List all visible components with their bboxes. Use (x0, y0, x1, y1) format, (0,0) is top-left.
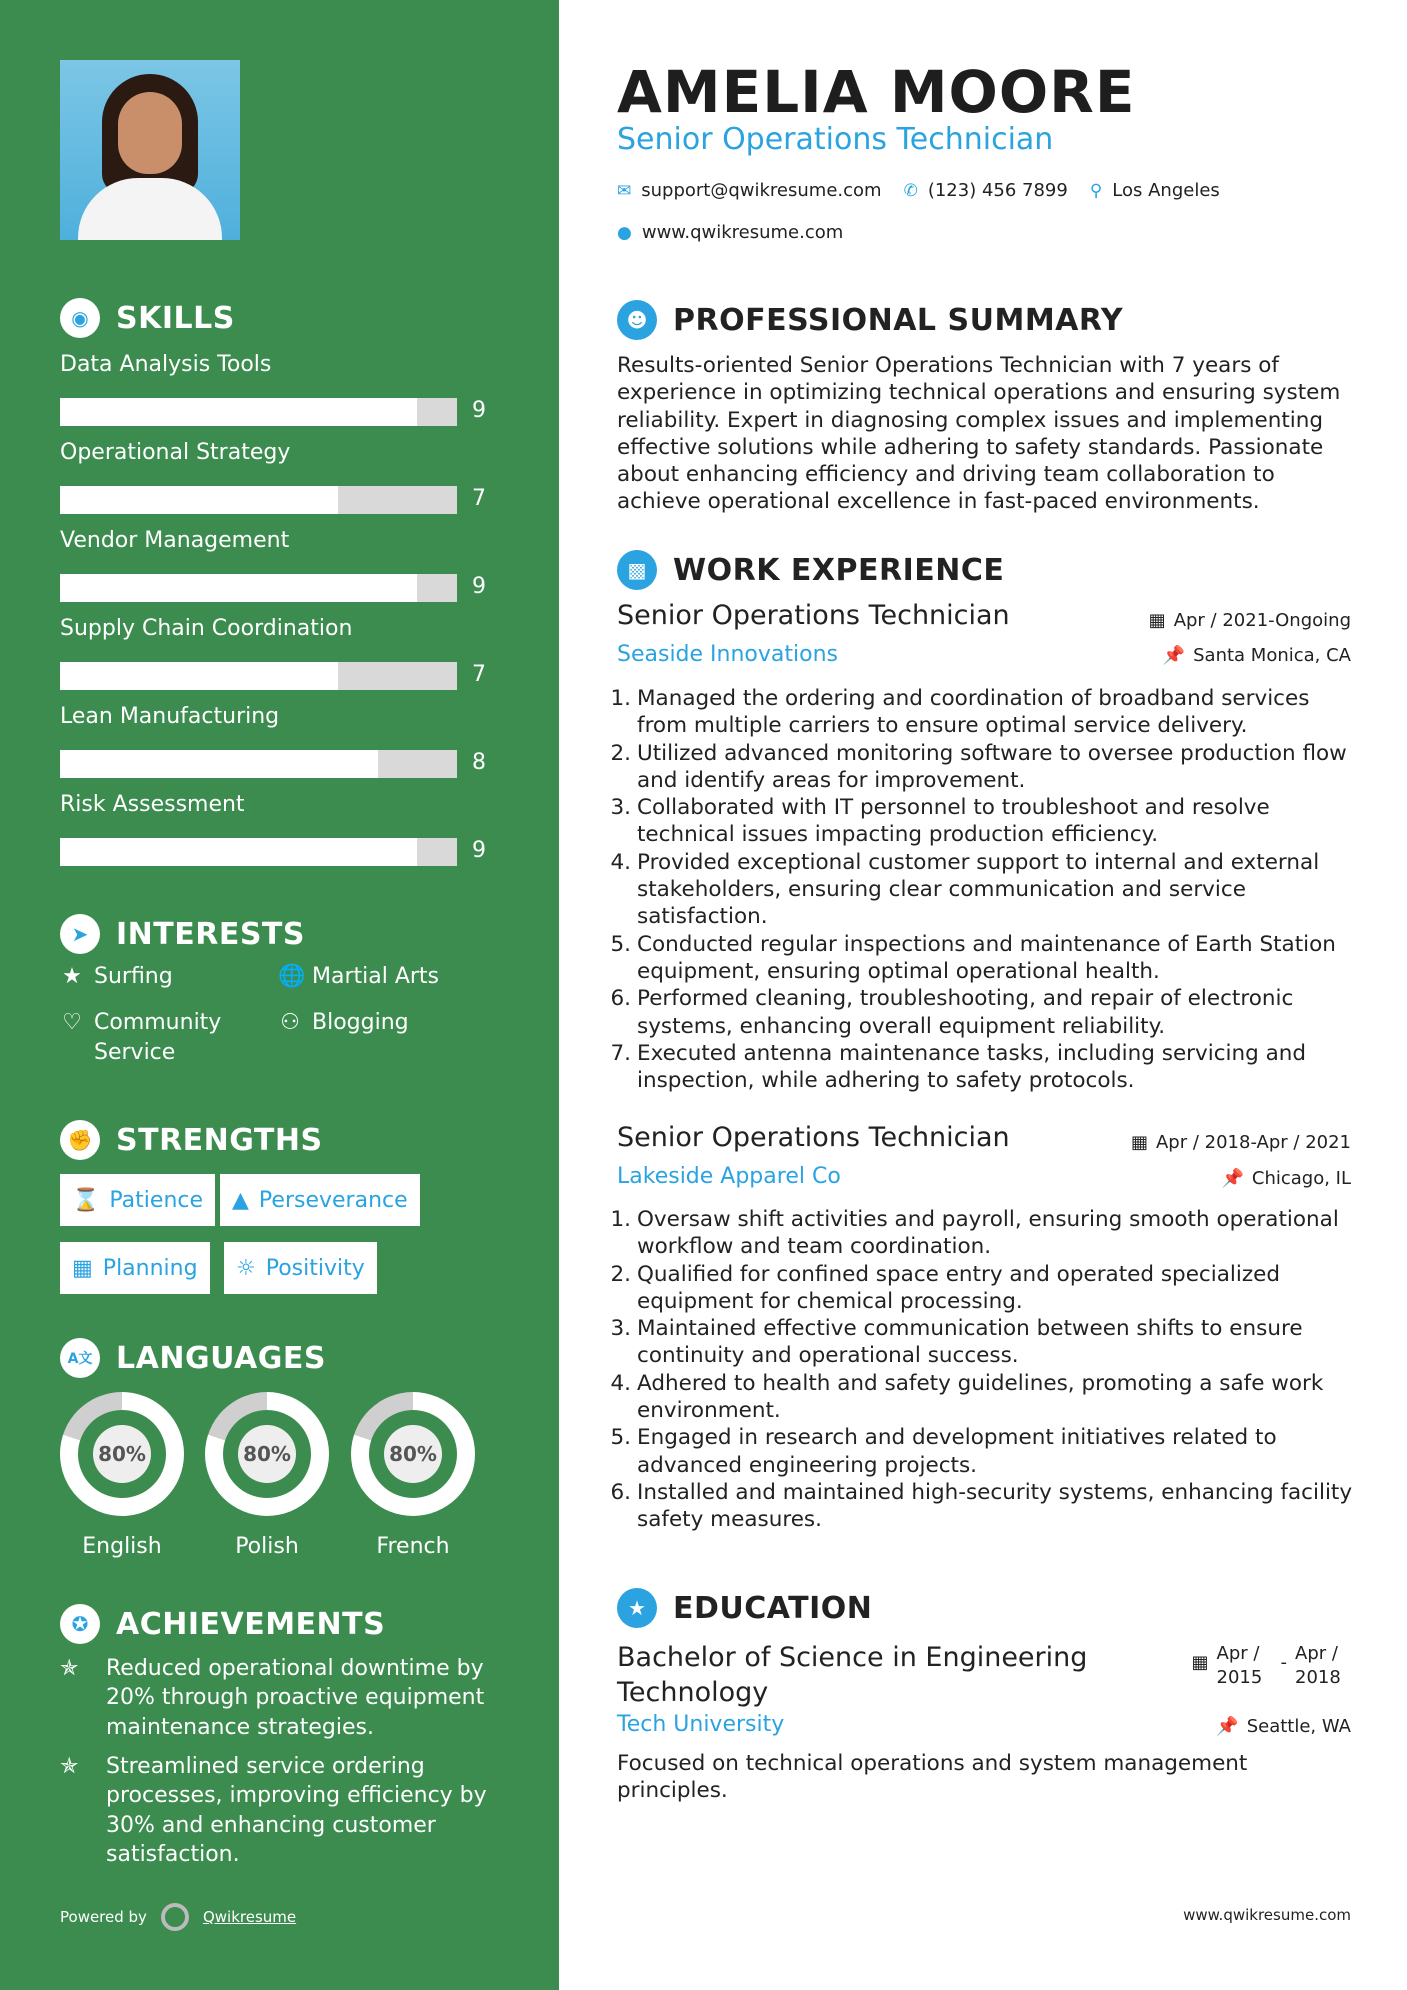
achievements-heading: ✪ ACHIEVEMENTS (60, 1604, 385, 1644)
job-bullet: 3. Maintained effective communication between shifts to ensure continuity and operational success. (610, 1316, 1303, 1369)
job-dates: ▦ Apr / 2018-Apr / 2021 (1130, 1132, 1351, 1153)
star-hand-icon: ✯ (60, 1754, 79, 1779)
candidate-role: Senior Operations Technician (617, 122, 1054, 157)
sun-icon: ☼ (236, 1255, 256, 1281)
job-bullets (610, 1206, 1359, 1534)
skill-bar-fill (60, 838, 417, 866)
contact-email: ✉ support@qwikresume.com ✆ (123) 456 7899 ⚲ Los Angeles (617, 180, 1220, 201)
skill-bar-fill (60, 574, 417, 602)
job-bullet: 5. Conducted regular inspections and maintenance of Earth Station equipment, ensuring optimal operational health. (610, 931, 1336, 984)
experience-heading: ▩ WORK EXPERIENCE (617, 550, 1004, 590)
globe-icon: ● (617, 222, 632, 243)
globe-icon: 🌐 (278, 964, 306, 989)
candidate-name: AMELIA MOORE (617, 58, 1136, 126)
pin-icon: 📌 (1162, 645, 1186, 666)
powered-by: Powered by Qwikresume (60, 1903, 296, 1931)
job-company: Seaside Innovations (617, 642, 838, 667)
briefcase-icon: ▩ (617, 550, 657, 590)
skill-item (60, 792, 490, 863)
skill-name: Risk Assessment (60, 792, 245, 817)
skill-name: Supply Chain Coordination (60, 616, 353, 641)
map-pin-icon: ⚲ (1089, 180, 1103, 201)
skill-bar-fill (60, 662, 338, 690)
fist-icon: ✊ (60, 1120, 100, 1160)
main-content (559, 0, 1407, 1990)
sidebar (0, 0, 559, 1990)
language-name: Polish (235, 1534, 299, 1559)
job-bullet: 5. Engaged in research and development initiatives related to advanced engineering projects. (610, 1425, 1277, 1478)
job-title: Senior Operations Technician (617, 1122, 1010, 1153)
language-percent: 80% (93, 1425, 151, 1483)
achievement-item: ✯ Streamlined service ordering processes, improving efficiency by 30% and enhancing customer satisfaction. (60, 1752, 500, 1869)
footer-website[interactable]: www.qwikresume.com (1183, 1906, 1351, 1924)
lightbulb-icon: ◉ (60, 298, 100, 338)
job-bullet: 2. Utilized advanced monitoring software to oversee production flow and identify areas for improvement. (610, 740, 1347, 793)
phone-icon: ✆ (903, 180, 918, 201)
job-bullet: 2. Qualified for confined space entry and operated specialized equipment for chemical processing. (610, 1261, 1281, 1314)
calendar-icon: ▦ (1130, 1132, 1148, 1153)
skill-bar-fill (60, 486, 338, 514)
job-location: 📌 Santa Monica, CA (1162, 645, 1351, 666)
job-bullet: 1. Oversaw shift activities and payroll, ensuring smooth operational workflow and team coordination. (610, 1207, 1339, 1260)
job-company: Lakeside Apparel Co (617, 1164, 841, 1189)
language-ring (351, 1392, 475, 1516)
language-name: English (82, 1534, 162, 1559)
language-item (205, 1392, 329, 1559)
skills-heading: ◉ SKILLS (60, 298, 235, 338)
education-dates: ▦ Apr / 2015 - Apr / 2018 (1191, 1643, 1341, 1689)
job-bullet: 1. Managed the ordering and coordination of broadband services from multiple carriers to ensure optimal service delivery. (610, 686, 1310, 739)
job-title: Senior Operations Technician (617, 600, 1010, 631)
job-dates: ▦ Apr / 2021-Ongoing (1148, 610, 1351, 631)
job-bullet: 6. Performed cleaning, troubleshooting, and repair of electronic systems, enhancing overall equipment reliability. (610, 986, 1294, 1039)
qwikresume-link[interactable]: Qwikresume (202, 1908, 297, 1926)
skill-value: 9 (472, 838, 486, 863)
skill-value: 7 (472, 486, 486, 511)
pin-icon: 📌 (1216, 1716, 1239, 1737)
language-ring (60, 1392, 184, 1516)
summary-text: Results-oriented Senior Operations Technician with 7 years of experience in optimizing technical operations and ensuring system reliability. Expert in diagnosing complex issues and implementing effective solutions while adhering to safety standards. Passionate about enhancing efficiency and driving team collaboration to achieve operational excellence in fast-paced environments. (617, 353, 1341, 515)
language-name: French (376, 1534, 450, 1559)
job-bullet: 6. Installed and maintained high-security systems, enhancing facility safety measures. (610, 1479, 1353, 1533)
language-percent: 80% (384, 1425, 442, 1483)
interests-heading: ➤ INTERESTS (60, 914, 305, 954)
skill-value: 9 (472, 574, 486, 599)
job-location: 📌 Chicago, IL (1221, 1168, 1351, 1189)
strength-badge: ☼ Positivity (224, 1242, 377, 1294)
job-bullets (610, 685, 1359, 1094)
interest-item: ★ Surfing (60, 962, 173, 992)
interest-item: 🌐 Martial Arts (278, 962, 439, 992)
language-percent: 80% (238, 1425, 296, 1483)
strength-badge: ▲ Perseverance (220, 1174, 420, 1226)
user-icon: ☻ (617, 300, 657, 340)
contact-website: ● www.qwikresume.com (617, 222, 844, 243)
skill-name: Lean Manufacturing (60, 704, 280, 729)
skill-name: Operational Strategy (60, 440, 291, 465)
job-bullet: 7. Executed antenna maintenance tasks, including servicing and inspection, while adhering to safety protocols. (610, 1040, 1307, 1094)
achievement-item: ✯ Reduced operational downtime by 20% through proactive equipment maintenance strategies. (60, 1654, 500, 1742)
skill-item (60, 616, 490, 687)
calendar-icon: ▦ (1148, 610, 1166, 631)
skill-bar (60, 574, 457, 602)
pin-icon: 📌 (1221, 1168, 1244, 1189)
profile-photo (60, 60, 240, 240)
envelope-icon: ✉ (617, 180, 632, 201)
skill-bar-fill (60, 750, 378, 778)
hand-heart-icon: ♡ (62, 1010, 82, 1035)
calendar-icon: ▦ (72, 1255, 93, 1281)
language-ring (205, 1392, 329, 1516)
education-heading: ★ EDUCATION (617, 1588, 872, 1628)
star-icon: ★ (62, 964, 82, 989)
interest-item: ♡ Community Service (60, 1008, 260, 1067)
strength-badge: ▦ Planning (60, 1242, 210, 1294)
calendar-icon: ▦ (1191, 1652, 1209, 1673)
users-icon: ⚇ (280, 1010, 300, 1035)
interest-item: ⚇ Blogging (278, 1008, 409, 1038)
hourglass-icon: ⌛ (72, 1187, 100, 1213)
skill-bar (60, 398, 457, 426)
skill-value: 7 (472, 662, 486, 687)
qwikresume-logo-icon (161, 1903, 189, 1931)
skill-item (60, 440, 490, 511)
summary-heading: ☻ PROFESSIONAL SUMMARY (617, 300, 1123, 340)
skill-item (60, 704, 490, 775)
paper-plane-icon: ➤ (60, 914, 100, 954)
degree-title: Bachelor of Science in Engineering Technology (617, 1642, 1088, 1709)
strength-badge: ⌛ Patience (60, 1174, 215, 1226)
translate-icon: A文 (60, 1338, 100, 1378)
job-bullet: 4. Provided exceptional customer support to internal and external stakeholders, ensuring clear communication and service satisfaction. (610, 849, 1320, 930)
skill-bar (60, 486, 457, 514)
job-bullet: 4. Adhered to health and safety guidelines, promoting a safe work environment. (610, 1370, 1324, 1424)
graduation-icon: ★ (617, 1588, 657, 1628)
skill-item (60, 528, 490, 599)
strengths-heading: ✊ STRENGTHS (60, 1120, 323, 1160)
languages-heading: A文 LANGUAGES (60, 1338, 326, 1378)
school-name: Tech University (617, 1712, 785, 1737)
award-icon: ✪ (60, 1604, 100, 1644)
job-bullet: 3. Collaborated with IT personnel to troubleshoot and resolve technical issues impacting production efficiency. (610, 795, 1270, 848)
skill-name: Vendor Management (60, 528, 290, 553)
education-description: Focused on technical operations and system management principles. (617, 1751, 1248, 1804)
education-location: 📌 Seattle, WA (1216, 1716, 1351, 1737)
language-item (351, 1392, 475, 1559)
language-item (60, 1392, 184, 1559)
skill-bar (60, 750, 457, 778)
skill-item (60, 352, 490, 423)
star-hand-icon: ✯ (60, 1656, 79, 1681)
road-icon: ▲ (232, 1187, 249, 1213)
skill-value: 9 (472, 398, 486, 423)
skill-bar-fill (60, 398, 417, 426)
skill-name: Data Analysis Tools (60, 352, 272, 377)
skill-bar (60, 838, 457, 866)
skill-value: 8 (472, 750, 486, 775)
skill-bar (60, 662, 457, 690)
